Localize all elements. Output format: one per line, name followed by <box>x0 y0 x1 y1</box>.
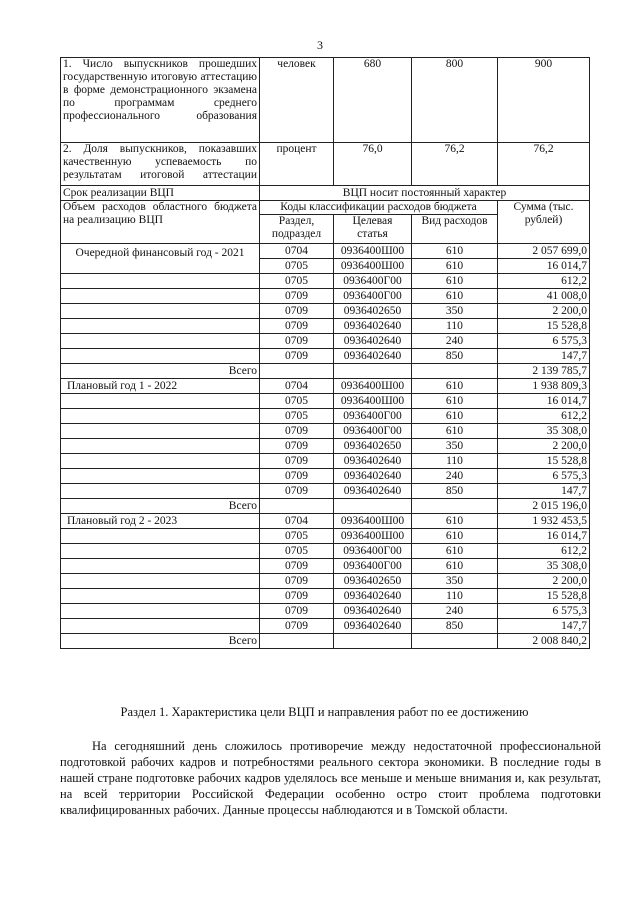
sum-value: 15 528,8 <box>498 319 590 334</box>
empty-cell <box>334 499 412 514</box>
sum-value: 41 008,0 <box>498 289 590 304</box>
expense-type-code: 610 <box>412 274 498 289</box>
indicator-row <box>61 143 590 186</box>
section-code: 0709 <box>260 319 334 334</box>
term-row <box>61 186 590 201</box>
expense-type-code: 850 <box>412 349 498 364</box>
sum-value: 16 014,7 <box>498 394 590 409</box>
sum-value: 6 575,3 <box>498 469 590 484</box>
period-label: Плановый год 1 - 2022 <box>61 379 260 394</box>
total-value: 2 008 840,2 <box>498 634 590 649</box>
total-label: Всего <box>61 634 260 649</box>
target-code: 0936400Г00 <box>334 274 412 289</box>
sum-value: 16 014,7 <box>498 529 590 544</box>
empty-cell <box>412 634 498 649</box>
expense-row <box>61 304 590 319</box>
empty-cell <box>260 634 334 649</box>
section-code: 0705 <box>260 409 334 424</box>
expense-row <box>61 559 590 574</box>
expense-type-code: 240 <box>412 334 498 349</box>
section-header: Раздел, подраздел <box>260 215 334 244</box>
target-code: 0936402640 <box>334 589 412 604</box>
expense-type-code: 610 <box>412 424 498 439</box>
indicator-value-2023: 900 <box>498 58 590 143</box>
sum-value: 16 014,7 <box>498 259 590 274</box>
section-code: 0709 <box>260 334 334 349</box>
indicator-unit: процент <box>260 143 334 186</box>
expense-row <box>61 409 590 424</box>
expense-type-code: 350 <box>412 304 498 319</box>
section-code: 0709 <box>260 469 334 484</box>
section-code: 0705 <box>260 259 334 274</box>
sum-value: 612,2 <box>498 274 590 289</box>
empty-cell <box>61 544 260 559</box>
target-code: 0936400Г00 <box>334 559 412 574</box>
section-code: 0709 <box>260 619 334 634</box>
empty-cell <box>61 439 260 454</box>
target-code: 0936400Ш00 <box>334 514 412 529</box>
expense-type-code: 610 <box>412 379 498 394</box>
section-code: 0709 <box>260 454 334 469</box>
sum-value: 147,7 <box>498 484 590 499</box>
empty-cell <box>61 589 260 604</box>
expense-type-code: 110 <box>412 319 498 334</box>
expense-row <box>61 454 590 469</box>
target-code: 0936402640 <box>334 334 412 349</box>
empty-cell <box>61 424 260 439</box>
indicator-name: 2. Доля выпускников, показавших качественную успеваемость по результатам итоговой аттестации <box>61 143 260 186</box>
indicator-unit: человек <box>260 58 334 143</box>
empty-cell <box>61 394 260 409</box>
expense-row <box>61 379 590 394</box>
empty-cell <box>412 364 498 379</box>
sum-value: 15 528,8 <box>498 454 590 469</box>
expense-type-code: 610 <box>412 559 498 574</box>
empty-cell <box>61 619 260 634</box>
target-code: 0936400Г00 <box>334 409 412 424</box>
target-code: 0936402650 <box>334 304 412 319</box>
empty-cell <box>61 289 260 304</box>
total-row <box>61 364 590 379</box>
empty-cell <box>61 334 260 349</box>
expense-row <box>61 544 590 559</box>
page-number: 3 <box>317 38 323 52</box>
expense-type-code: 610 <box>412 409 498 424</box>
target-code: 0936402640 <box>334 619 412 634</box>
sum-value: 147,7 <box>498 619 590 634</box>
header-row <box>61 201 590 215</box>
expense-row <box>61 439 590 454</box>
term-label: Срок реализации ВЦП <box>61 186 260 201</box>
sum-value: 15 528,8 <box>498 589 590 604</box>
section-code: 0705 <box>260 394 334 409</box>
expense-row <box>61 529 590 544</box>
empty-cell <box>412 499 498 514</box>
expense-row <box>61 274 590 289</box>
period-label: Плановый год 2 - 2023 <box>61 514 260 529</box>
indicator-value-2021: 76,0 <box>334 143 412 186</box>
expense-row <box>61 394 590 409</box>
term-value: ВЦП носит постоянный характер <box>260 186 590 201</box>
expense-row <box>61 604 590 619</box>
section-code: 0709 <box>260 589 334 604</box>
expense-type-code: 240 <box>412 604 498 619</box>
section-code: 0709 <box>260 289 334 304</box>
empty-cell <box>61 409 260 424</box>
section-code: 0705 <box>260 544 334 559</box>
total-value: 2 139 785,7 <box>498 364 590 379</box>
expense-row <box>61 619 590 634</box>
empty-cell <box>61 604 260 619</box>
empty-cell <box>61 304 260 319</box>
indicator-value-2022: 76,2 <box>412 143 498 186</box>
target-code: 0936400Г00 <box>334 289 412 304</box>
total-label: Всего <box>61 499 260 514</box>
empty-cell <box>61 319 260 334</box>
target-code: 0936400Ш00 <box>334 379 412 394</box>
table-body <box>61 58 590 649</box>
expense-row <box>61 589 590 604</box>
empty-cell <box>61 454 260 469</box>
sum-value: 612,2 <box>498 544 590 559</box>
expense-row <box>61 469 590 484</box>
codes-label: Коды классификации расходов бюджета <box>260 201 498 215</box>
sum-value: 1 932 453,5 <box>498 514 590 529</box>
empty-cell <box>61 529 260 544</box>
total-row <box>61 634 590 649</box>
indicator-value-2023: 76,2 <box>498 143 590 186</box>
section-code: 0704 <box>260 244 334 259</box>
section-title: Раздел 1. Характеристика цели ВЦП и направления работ по ее достижению <box>120 705 529 719</box>
expense-row <box>61 514 590 529</box>
total-row <box>61 499 590 514</box>
indicator-value-2021: 680 <box>334 58 412 143</box>
empty-cell <box>61 274 260 289</box>
section-code: 0709 <box>260 349 334 364</box>
sum-value: 35 308,0 <box>498 424 590 439</box>
expense-type-code: 610 <box>412 244 498 259</box>
target-code: 0936400Ш00 <box>334 259 412 274</box>
expense-type-code: 610 <box>412 544 498 559</box>
empty-cell <box>61 559 260 574</box>
empty-cell <box>334 364 412 379</box>
empty-cell <box>334 634 412 649</box>
target-code: 0936402650 <box>334 439 412 454</box>
expense-type-code: 610 <box>412 394 498 409</box>
section-code: 0704 <box>260 379 334 394</box>
section-code: 0709 <box>260 574 334 589</box>
expense-type-code: 610 <box>412 289 498 304</box>
expense-type-header: Вид расходов <box>412 215 498 244</box>
expense-row <box>61 319 590 334</box>
target-code: 0936402640 <box>334 349 412 364</box>
expense-row <box>61 484 590 499</box>
sum-value: 1 938 809,3 <box>498 379 590 394</box>
sum-value: 2 200,0 <box>498 574 590 589</box>
sum-value: 6 575,3 <box>498 334 590 349</box>
expense-type-code: 110 <box>412 589 498 604</box>
sum-value: 612,2 <box>498 409 590 424</box>
expense-row <box>61 244 590 259</box>
expense-row <box>61 424 590 439</box>
indicator-name: 1. Число выпускников прошедших государственную итоговую аттестацию в форме демонстрационного экзамена по программам среднего профессионального образования <box>61 58 260 143</box>
section-code: 0705 <box>260 274 334 289</box>
section-code: 0709 <box>260 559 334 574</box>
target-code: 0936400Ш00 <box>334 529 412 544</box>
section-code: 0704 <box>260 514 334 529</box>
target-code: 0936402640 <box>334 454 412 469</box>
section-code: 0705 <box>260 529 334 544</box>
body-paragraph: На сегодняшний день сложилось противоречие между недостаточной профессиональной подготовкой рабочих кадров и потребностями реального сектора экономики. В последние годы в нашей стране подготовке рабочих кадров уделялось все меньше и меньше внимания и, как результат, на всей территории Российской Федерации особенно остро стоит проблема подготовки квалифицированных рабочих. Данные процессы наблюдаются и в Томской области. <box>60 739 601 817</box>
section-code: 0709 <box>260 484 334 499</box>
expense-row <box>61 289 590 304</box>
empty-cell <box>260 499 334 514</box>
target-code: 0936400Г00 <box>334 424 412 439</box>
sum-value: 2 057 699,0 <box>498 244 590 259</box>
target-code: 0936402640 <box>334 469 412 484</box>
total-value: 2 015 196,0 <box>498 499 590 514</box>
empty-cell <box>260 364 334 379</box>
empty-cell <box>61 349 260 364</box>
target-code: 0936402640 <box>334 484 412 499</box>
sum-value: 6 575,3 <box>498 604 590 619</box>
expense-type-code: 850 <box>412 619 498 634</box>
empty-cell <box>61 484 260 499</box>
program-table <box>60 57 590 649</box>
target-code: 0936400Ш00 <box>334 394 412 409</box>
expense-type-code: 350 <box>412 439 498 454</box>
target-code: 0936402650 <box>334 574 412 589</box>
sum-value: 2 200,0 <box>498 304 590 319</box>
target-code: 0936400Ш00 <box>334 244 412 259</box>
expense-type-code: 610 <box>412 529 498 544</box>
total-label: Всего <box>61 364 260 379</box>
expense-type-code: 110 <box>412 454 498 469</box>
expense-type-code: 350 <box>412 574 498 589</box>
empty-cell <box>61 574 260 589</box>
target-header: Целевая статья <box>334 215 412 244</box>
expense-type-code: 610 <box>412 259 498 274</box>
section-code: 0709 <box>260 424 334 439</box>
expense-row <box>61 349 590 364</box>
target-code: 0936402640 <box>334 319 412 334</box>
target-code: 0936400Г00 <box>334 544 412 559</box>
sum-value: 2 200,0 <box>498 439 590 454</box>
target-code: 0936402640 <box>334 604 412 619</box>
section-code: 0709 <box>260 304 334 319</box>
section-code: 0709 <box>260 604 334 619</box>
expense-row <box>61 334 590 349</box>
indicator-value-2022: 800 <box>412 58 498 143</box>
expense-type-code: 240 <box>412 469 498 484</box>
expense-type-code: 850 <box>412 484 498 499</box>
empty-cell <box>61 469 260 484</box>
volume-label: Объем расходов областного бюджета на реализацию ВЦП <box>61 201 260 244</box>
expense-type-code: 610 <box>412 514 498 529</box>
sum-header: Сумма (тыс. рублей) <box>498 201 590 244</box>
indicator-row <box>61 58 590 143</box>
period-label: Очередной финансовый год - 2021 <box>61 244 260 274</box>
expense-row <box>61 574 590 589</box>
sum-value: 35 308,0 <box>498 559 590 574</box>
sum-value: 147,7 <box>498 349 590 364</box>
section-code: 0709 <box>260 439 334 454</box>
